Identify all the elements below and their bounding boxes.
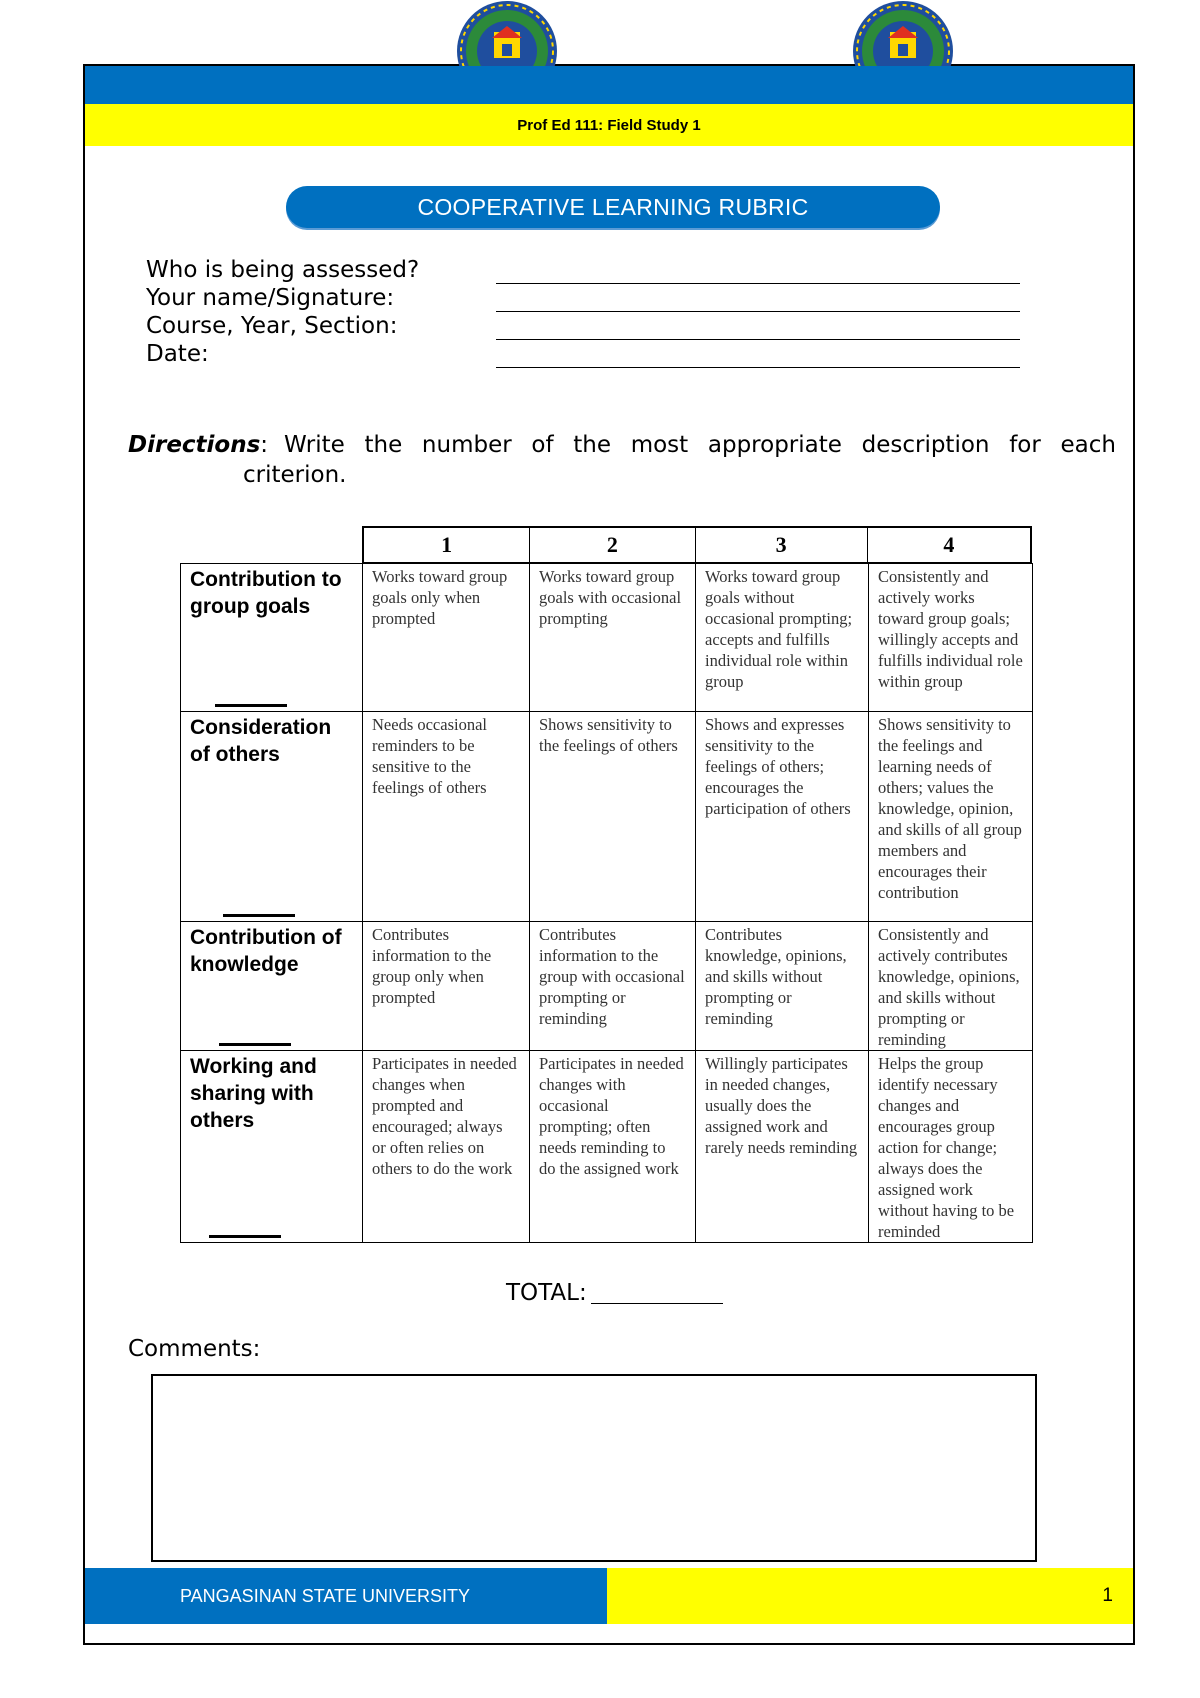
rubric-table <box>180 563 1033 1243</box>
field-label-assessed: Who is being assessed? <box>146 257 420 283</box>
criterion-label: Consideration of others <box>190 716 332 766</box>
description-cell: Shows and expresses sensitivity to the feelings of others; encourages the participation of others <box>696 712 869 922</box>
field-label-course: Course, Year, Section: <box>146 313 398 339</box>
criterion-cell <box>181 922 363 1051</box>
description-cell: Consistently and actively contributes knowledge, opinions, and skills without prompting or reminding <box>869 922 1033 1051</box>
total-blank[interactable] <box>591 1303 723 1304</box>
criterion-label: Contribution of knowledge <box>190 926 342 976</box>
description-cell: Contributes information to the group only when prompted <box>363 922 530 1051</box>
criterion-label: Working and sharing with others <box>190 1055 317 1132</box>
criterion-cell <box>181 1051 363 1243</box>
total-row <box>506 1280 723 1306</box>
table-row <box>181 564 1033 712</box>
directions-label: Directions <box>128 432 261 458</box>
comments-label: Comments: <box>128 1336 261 1362</box>
score-blank[interactable] <box>219 1043 291 1046</box>
description-cell: Contributes information to the group with occasional prompting or reminding <box>530 922 696 1051</box>
description-cell: Consistently and actively works toward group goals; willingly accepts and fulfills individual role within group <box>869 564 1033 712</box>
score-header-1: 1 <box>364 528 530 562</box>
rubric-score-header <box>362 526 1032 564</box>
description-cell: Shows sensitivity to the feelings of others <box>530 712 696 922</box>
field-line-assessed[interactable] <box>496 283 1020 284</box>
table-row <box>181 1051 1033 1243</box>
university-seal-right <box>852 0 954 66</box>
footer-university-name: PANGASINAN STATE UNIVERSITY <box>180 1585 471 1606</box>
score-blank[interactable] <box>223 914 295 917</box>
score-header-3: 3 <box>696 528 868 562</box>
rubric-title: COOPERATIVE LEARNING RUBRIC <box>286 186 940 228</box>
score-blank[interactable] <box>215 704 287 707</box>
field-line-name[interactable] <box>496 311 1020 312</box>
footer-university <box>85 1568 607 1624</box>
description-cell: Helps the group identify necessary changes and encourages group action for change; always does the assigned work without having to be reminded <box>869 1051 1033 1243</box>
description-cell: Shows sensitivity to the feelings and learning needs of others; values the knowledge, opinion, and skills of all group members and encourages their contribution <box>869 712 1033 922</box>
university-seal-left <box>456 0 558 66</box>
criterion-cell <box>181 564 363 712</box>
table-row <box>181 922 1033 1051</box>
description-cell: Works toward group goals without occasional prompting; accepts and fulfills individual role within group <box>696 564 869 712</box>
university-seal-icon <box>852 0 954 66</box>
description-cell: Works toward group goals with occasional prompting <box>530 564 696 712</box>
score-header-2: 2 <box>530 528 695 562</box>
footer-page <box>607 1568 1133 1624</box>
field-label-name: Your name/Signature: <box>146 285 395 311</box>
description-cell: Participates in needed changes when prompted and encouraged; always or often relies on others to do the work <box>363 1051 530 1243</box>
description-cell: Works toward group goals only when prompted <box>363 564 530 712</box>
criterion-cell <box>181 712 363 922</box>
comments-box[interactable] <box>151 1374 1037 1562</box>
description-cell: Participates in needed changes with occasional prompting; often needs reminding to do the assigned work <box>530 1051 696 1243</box>
field-line-date[interactable] <box>496 367 1020 368</box>
university-seal-icon <box>456 0 558 66</box>
field-label-date: Date: <box>146 341 209 367</box>
directions <box>128 430 1116 490</box>
header-course-title: Prof Ed 111: Field Study 1 <box>85 104 1133 146</box>
description-cell: Contributes knowledge, opinions, and skills without prompting or reminding <box>696 922 869 1051</box>
score-blank[interactable] <box>209 1235 281 1238</box>
description-cell: Willingly participates in needed changes, usually does the assigned work and rarely needs reminding <box>696 1051 869 1243</box>
field-line-course[interactable] <box>496 339 1020 340</box>
directions-line-2: criterion. <box>243 462 347 488</box>
score-header-4: 4 <box>943 532 955 557</box>
header-blue-band <box>85 66 1133 104</box>
table-row <box>181 712 1033 922</box>
description-cell: Needs occasional reminders to be sensitive to the feelings of others <box>363 712 530 922</box>
page-number: 1 <box>1102 1585 1113 1606</box>
directions-colon: : <box>260 432 269 458</box>
total-label: TOTAL: <box>506 1280 587 1306</box>
criterion-label: Contribution to group goals <box>190 568 342 618</box>
directions-line-1: Write the number of the most appropriate description for each <box>284 432 1116 458</box>
